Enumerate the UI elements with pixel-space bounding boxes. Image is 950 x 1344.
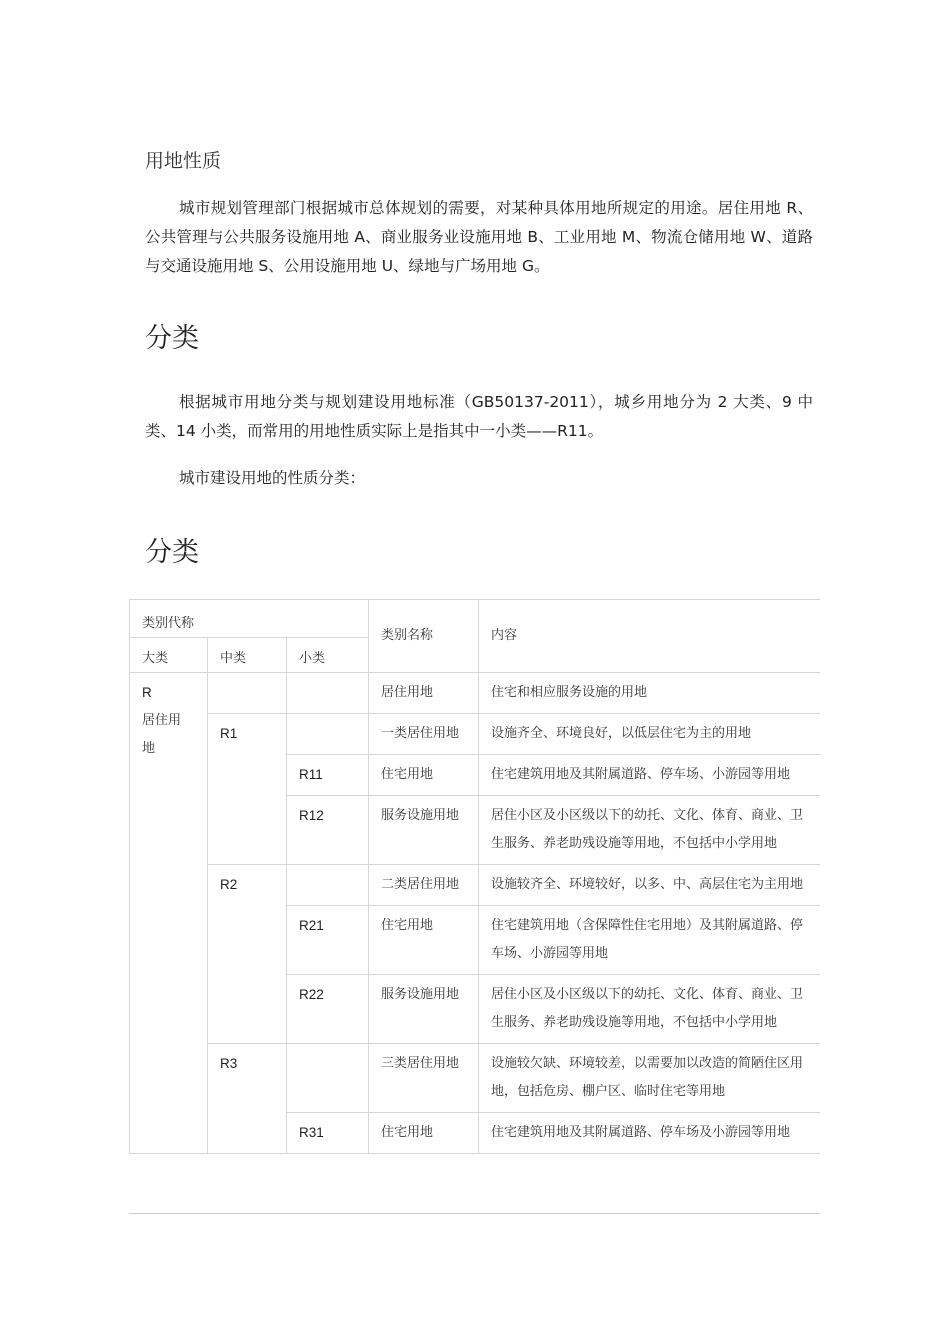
content-cell: 住宅建筑用地及其附属道路、停车场及小游园等用地 [479,1113,820,1154]
content-cell: 设施齐全、环境良好，以低层住宅为主的用地 [479,714,820,755]
name-cell: 住宅用地 [369,1113,479,1154]
paragraph-classify-intro: 城市建设用地的性质分类： [179,469,366,487]
major-code: R [142,685,152,700]
major-name: 居住用地 [142,713,182,756]
name-cell: 三类居住用地 [369,1044,479,1113]
name-cell: 服务设施用地 [369,975,479,1044]
content-cell: 住宅建筑用地及其附属道路、停车场、小游园等用地 [479,755,820,796]
content-cell: 居住小区及小区级以下的幼托、文化、体育、商业、卫生服务、养老助残设施等用地，不包括中小学用地 [479,796,820,865]
major-cell-R [130,673,208,1154]
paragraph-classify: 根据城市用地分类与规划建设用地标准（GB50137-2011），城乡用地分为 2 大类、9 中类、14 小类，而常用的用地性质实际上是指其中一小类——R11。 [145,393,813,440]
content-cell: 住宅和相应服务设施的用地 [479,673,820,714]
minor-cell [287,1044,369,1113]
header-name: 类别名称 [369,600,479,673]
header-minor: 小类 [287,638,369,673]
minor-cell [287,673,369,714]
middle-cell-R3: R3 [208,1044,287,1154]
content-cell: 居住小区及小区级以下的幼托、文化、体育、商业、卫生服务、养老助残设施等用地，不包括中小学用地 [479,975,820,1044]
table-row [130,714,821,755]
middle-cell-R1: R1 [208,714,287,865]
section-title-classify: 分类 [145,323,199,354]
middle-cell-R2: R2 [208,865,287,1044]
table-header-row [130,600,821,638]
name-cell: 二类居住用地 [369,865,479,906]
minor-cell-R11: R11 [287,755,369,796]
paragraph-land-nature: 城市规划管理部门根据城市总体规划的需要，对某种具体用地所规定的用途。居住用地 R、公共管理与公共服务设施用地 A、商业服务业设施用地 B、工业用地 M、物流仓储用地 W、道路与交通设施用地 S、公用设施用地 U、绿地与广场用地 G。 [145,199,813,275]
land-use-table [129,599,820,1214]
table-row [130,673,821,714]
header-code-group: 类别代称 [130,600,369,638]
minor-cell [287,714,369,755]
name-cell: 服务设施用地 [369,796,479,865]
header-content: 内容 [479,600,820,673]
table-row [130,1044,821,1113]
name-cell: 居住用地 [369,673,479,714]
section-title-classify-2: 分类 [145,537,199,568]
name-cell: 住宅用地 [369,755,479,796]
minor-cell-R12: R12 [287,796,369,865]
name-cell: 住宅用地 [369,906,479,975]
name-cell: 一类居住用地 [369,714,479,755]
middle-cell [208,673,287,714]
minor-cell [287,865,369,906]
minor-cell-R21: R21 [287,906,369,975]
header-major: 大类 [130,638,208,673]
minor-cell-R31: R31 [287,1113,369,1154]
header-middle: 中类 [208,638,287,673]
content-cell: 设施较齐全、环境较好，以多、中、高层住宅为主用地 [479,865,820,906]
table-row [130,865,821,906]
content-cell: 住宅建筑用地（含保障性住宅用地）及其附属道路、停车场、小游园等用地 [479,906,820,975]
minor-cell-R22: R22 [287,975,369,1044]
content-cell: 设施较欠缺、环境较差，以需要加以改造的简陋住区用地，包括危房、棚户区、临时住宅等用地 [479,1044,820,1113]
section-title-land-nature: 用地性质 [145,150,222,172]
